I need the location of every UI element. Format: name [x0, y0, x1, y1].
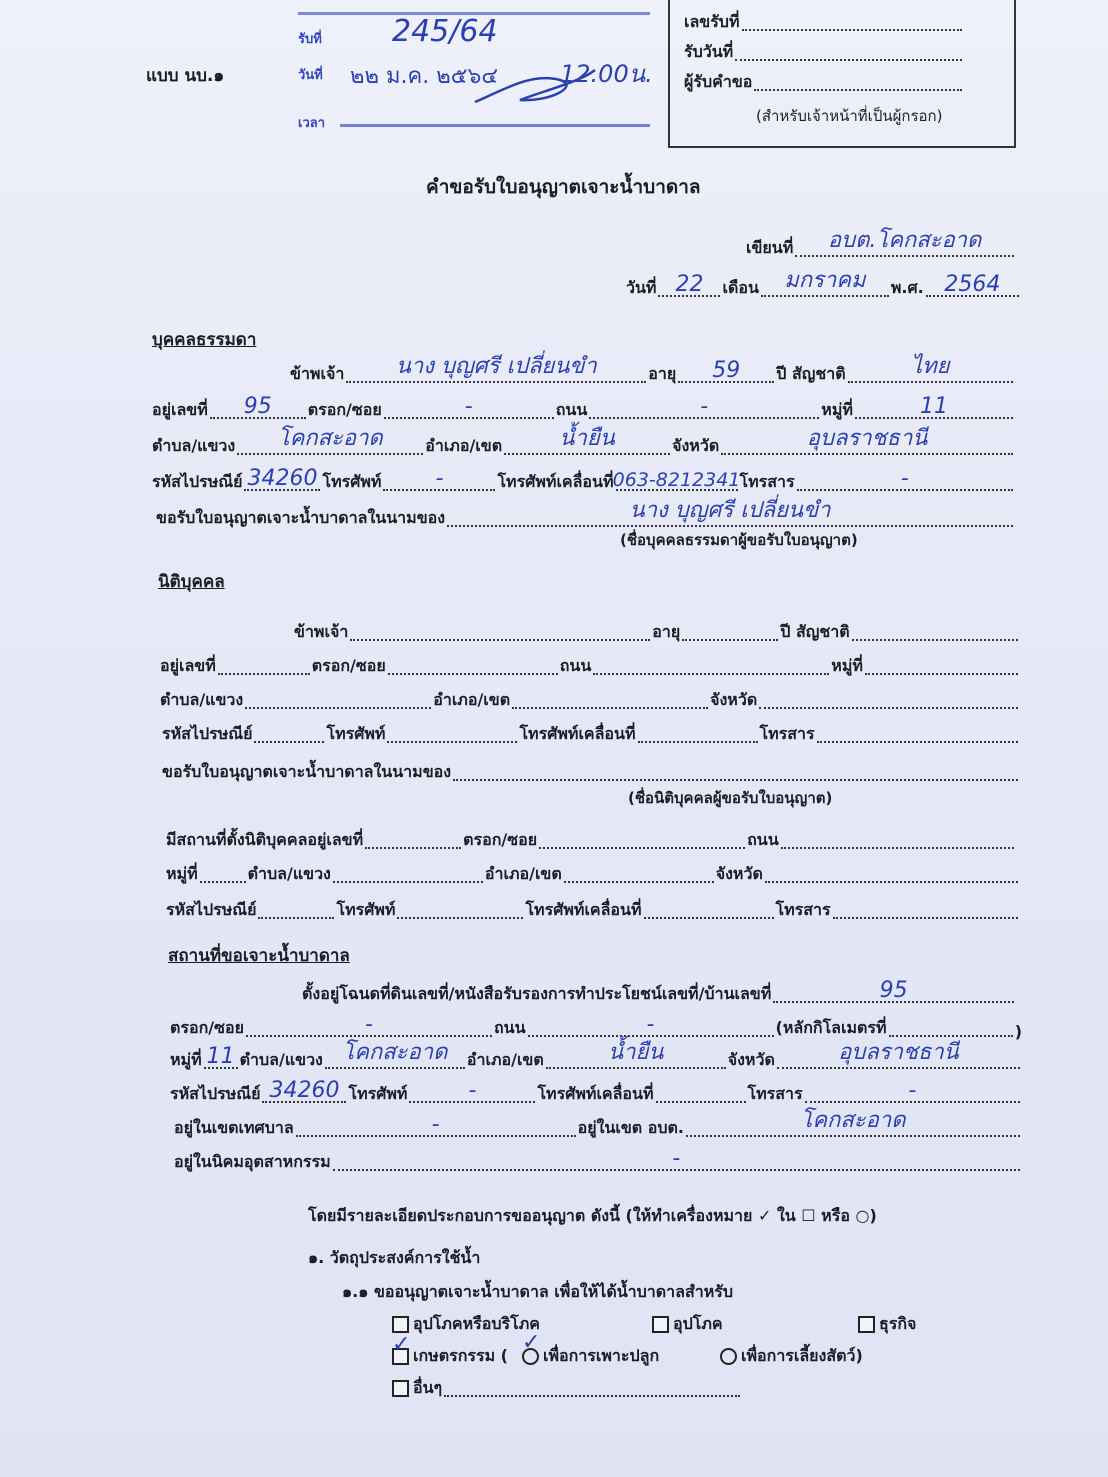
checkbox-icon[interactable] — [652, 1316, 669, 1333]
jp-alley-label: ตรอก/ซอย — [311, 656, 386, 675]
office-receipt-no-row — [684, 10, 964, 35]
ds-mobile-label: โทรศัพท์เคลื่อนที่ — [537, 1084, 654, 1103]
np-request-note: (ชื่อบุคคลธรรมดาผู้ขอรับใบอนุญาต) — [620, 531, 858, 549]
np-nationality-value[interactable]: ไทย — [911, 354, 950, 379]
jp-office-phone-label: โทรศัพท์ — [336, 900, 396, 919]
stamp-no-value: 245/64 — [392, 14, 498, 49]
ds-area-row — [170, 1040, 1022, 1073]
np-area-row — [152, 426, 1015, 459]
np-name-label: ข้าพเจ้า — [290, 364, 345, 383]
np-road-value[interactable]: - — [700, 394, 709, 419]
np-phone-value[interactable]: - — [435, 466, 444, 491]
planting-check-icon: ✓ — [522, 1330, 541, 1355]
np-mobile-value[interactable]: 063-8212341 — [612, 469, 741, 491]
ds-phone-label: โทรศัพท์ — [348, 1084, 408, 1103]
np-postcode-value[interactable]: 34260 — [247, 466, 318, 491]
jp-office-subdistrict-label: ตำบล/แขวง — [247, 864, 331, 883]
option-planting-label: เพื่อการเพาะปลูก — [543, 1346, 660, 1365]
np-request-row — [156, 498, 1015, 531]
date-year-value: 2564 — [944, 272, 1001, 297]
ds-subdistrict-value[interactable]: โคกสะอาด — [342, 1040, 448, 1065]
checkbox-icon[interactable] — [858, 1316, 875, 1333]
np-mobile-label: โทรศัพท์เคลื่อนที่ — [497, 472, 614, 491]
juristic-person-heading: นิติบุคคล — [158, 572, 225, 592]
details-item1: ๑. วัตถุประสงค์การใช้น้ำ — [308, 1248, 481, 1267]
written-at-row — [746, 228, 1016, 261]
np-road-label: ถนน — [555, 400, 588, 419]
np-province-value[interactable]: อุบลราชธานี — [806, 426, 928, 451]
ds-district-label: อำเภอ/เขต — [466, 1050, 544, 1069]
option-consumption[interactable] — [392, 1312, 540, 1337]
ds-province-value[interactable]: อุบลราชธานี — [838, 1040, 959, 1065]
date-day-value: 22 — [675, 272, 704, 297]
jp-subdistrict-label: ตำบล/แขวง — [160, 690, 244, 709]
ds-road-value[interactable]: - — [646, 1012, 655, 1037]
office-receipt-no-label: เลขรับที่ — [684, 12, 740, 31]
jp-age-label: อายุ — [652, 622, 681, 641]
written-at-label: เขียนที่ — [746, 238, 794, 257]
jp-mobile-label: โทรศัพท์เคลื่อนที่ — [519, 724, 636, 743]
office-note: (สำหรับเจ้าหน้าที่เป็นผู้กรอก) — [756, 107, 943, 125]
jp-road-label: ถนน — [559, 656, 592, 675]
jp-office-moo-label: หมู่ที่ — [166, 864, 198, 883]
np-name-value[interactable]: นาง บุญศรี เปลี่ยนขำ — [395, 354, 597, 379]
ds-fax-label: โทรสาร — [747, 1084, 803, 1103]
ds-subdistrict-label: ตำบล/แขวง — [239, 1050, 323, 1069]
form-code: แบบ นบ.๑ — [146, 66, 225, 86]
jp-office-label: มีสถานที่ตั้งนิติบุคคลอยู่เลขที่ — [166, 830, 364, 849]
jp-office-postcode-label: รหัสไปรษณีย์ — [166, 900, 257, 919]
jp-name-label: ข้าพเจ้า — [294, 622, 349, 641]
ds-industrial-value[interactable]: - — [672, 1146, 681, 1171]
option-livestock[interactable] — [720, 1344, 863, 1369]
drilling-site-heading: สถานที่ขอเจาะน้ำบาดาล — [168, 946, 350, 966]
date-month-label: เดือน — [722, 278, 759, 297]
option-livestock-label: เพื่อการเลี้ยงสัตว์) — [741, 1346, 863, 1365]
option-agriculture-label: เกษตรกรรม ( — [413, 1346, 508, 1365]
jp-office-province-label: จังหวัด — [715, 864, 763, 883]
jp-area-row — [160, 688, 1020, 713]
np-house-no-value[interactable]: 95 — [243, 394, 272, 419]
written-at-value: อบต.โคกสะอาด — [827, 228, 982, 253]
ds-km-label: (หลักกิโลเมตรที่ — [775, 1018, 887, 1037]
np-moo-value[interactable]: 11 — [919, 394, 948, 419]
option-planting[interactable] — [522, 1344, 659, 1369]
np-fax-label: โทรสาร — [739, 472, 795, 491]
np-name-row — [290, 354, 1015, 387]
ds-location-row — [302, 978, 1016, 1007]
details-item1-1: ๑.๑ ขออนุญาตเจาะน้ำบาดาล เพื่อให้ได้น้ำบาดาลสำหรับ — [342, 1282, 734, 1301]
option-other-label: อื่นๆ — [413, 1378, 443, 1397]
ds-road-label: ถนน — [493, 1018, 526, 1037]
stamp-no-label: รับที่ — [298, 32, 322, 47]
np-age-value[interactable]: 59 — [712, 358, 741, 383]
ds-zone-row — [174, 1108, 1022, 1141]
details-intro: โดยมีรายละเอียดประกอบการขออนุญาต ดังนี้ (ให้ทำเครื่องหมาย ✓ ใน ☐ หรือ ○) — [308, 1206, 877, 1225]
jp-province-label: จังหวัด — [710, 690, 758, 709]
np-nationality-label: ปี สัญชาติ — [776, 364, 846, 383]
stamp-time-label: เวลา — [298, 116, 326, 131]
ds-sao-label: อยู่ในเขต อบต. — [577, 1118, 684, 1137]
ds-postcode-label: รหัสไปรษณีย์ — [170, 1084, 261, 1103]
jp-house-no-label: อยู่เลขที่ — [160, 656, 216, 675]
office-receipt-date-label: รับวันที่ — [684, 42, 734, 61]
ds-location-label: ตั้งอยู่โฉนดที่ดินเลขที่/หนังสือรับรองการทำประโยชน์เลขที่/บ้านเลขที่ — [302, 984, 772, 1003]
checkbox-icon[interactable] — [392, 1316, 409, 1333]
jp-contact-row — [162, 722, 1020, 747]
option-utility-label: อุปโภค — [673, 1314, 723, 1333]
stamp-bottom-line — [340, 124, 650, 127]
jp-address-row — [160, 654, 1020, 679]
office-receiver-label: ผู้รับคำขอ — [684, 72, 753, 91]
jp-office-district-label: อำเภอ/เขต — [484, 864, 562, 883]
np-contact-row — [152, 466, 1015, 495]
stamp-time-value: 12.00น. — [560, 60, 653, 88]
ds-district-value[interactable]: น้ำยืน — [608, 1040, 664, 1065]
jp-district-label: อำเภอ/เขต — [433, 690, 511, 709]
ds-location-value[interactable]: 95 — [879, 978, 908, 1003]
ds-postcode-value[interactable]: 34260 — [269, 1078, 340, 1103]
np-postcode-label: รหัสไปรษณีย์ — [152, 472, 243, 491]
np-fax-value[interactable]: - — [900, 466, 909, 491]
ds-moo-label: หมู่ที่ — [170, 1050, 202, 1069]
stamp-date-label: วันที่ — [298, 68, 323, 83]
option-business[interactable] — [858, 1312, 916, 1337]
date-month-value: มกราคม — [784, 268, 866, 293]
option-business-label: ธุรกิจ — [879, 1314, 917, 1333]
option-other-row[interactable] — [392, 1376, 742, 1401]
jp-office-alley-label: ตรอก/ซอย — [463, 830, 538, 849]
ds-industrial-row — [174, 1146, 1022, 1175]
ds-province-label: จังหวัด — [727, 1050, 775, 1069]
jp-nationality-label: ปี สัญชาติ — [780, 622, 850, 641]
office-receiver-row — [684, 70, 964, 95]
office-receipt-date-row — [684, 40, 964, 65]
jp-office-fax-label: โทรสาร — [775, 900, 831, 919]
option-utility[interactable] — [652, 1312, 723, 1337]
natural-person-heading: บุคคลธรรมดา — [152, 330, 257, 350]
ds-municipality-label: อยู่ในเขตเทศบาล — [174, 1118, 294, 1137]
ds-km-close: ) — [1014, 1022, 1022, 1041]
jp-request-row — [162, 760, 1020, 785]
form-title: คำขอรับใบอนุญาตเจาะน้ำบาดาล — [426, 176, 701, 198]
jp-phone-label: โทรศัพท์ — [326, 724, 386, 743]
radio-icon[interactable] — [720, 1348, 737, 1365]
ds-municipality-value[interactable]: - — [431, 1112, 440, 1137]
jp-office-area-row — [166, 862, 1020, 887]
jp-postcode-label: รหัสไปรษณีย์ — [162, 724, 253, 743]
date-row — [626, 268, 1021, 301]
ds-alley-value[interactable]: - — [364, 1012, 373, 1037]
np-alley-label: ตรอก/ซอย — [307, 400, 382, 419]
np-alley-value[interactable]: - — [464, 394, 473, 419]
np-request-value[interactable]: นาง บุญศรี เปลี่ยนขำ — [629, 498, 831, 523]
np-district-label: อำเภอ/เขต — [425, 436, 503, 455]
np-phone-label: โทรศัพท์ — [322, 472, 382, 491]
ds-fax-value[interactable]: - — [908, 1078, 917, 1103]
date-year-label: พ.ศ. — [890, 278, 924, 297]
jp-office-contact-row — [166, 898, 1020, 923]
jp-request-note: (ชื่อนิติบุคคลผู้ขอรับใบอนุญาต) — [628, 789, 833, 807]
ds-alley-label: ตรอก/ซอย — [170, 1018, 244, 1037]
option-consumption-label: อุปโภคหรือบริโภค — [413, 1314, 540, 1333]
np-province-label: จังหวัด — [672, 436, 720, 455]
np-subdistrict-label: ตำบล/แขวง — [152, 436, 236, 455]
jp-name-row — [294, 620, 1020, 645]
ds-moo-value[interactable]: 11 — [206, 1044, 235, 1069]
ds-industrial-label: อยู่ในนิคมอุตสาหกรรม — [174, 1152, 331, 1171]
agriculture-check-icon: ✓ — [392, 1332, 411, 1357]
np-house-no-label: อยู่เลขที่ — [152, 400, 208, 419]
jp-office-road-label: ถนน — [747, 830, 779, 849]
np-moo-label: หมู่ที่ — [821, 400, 853, 419]
jp-moo-label: หมู่ที่ — [831, 656, 863, 675]
np-request-label: ขอรับใบอนุญาตเจาะน้ำบาดาลในนามของ — [156, 508, 446, 527]
date-day-label: วันที่ — [626, 278, 657, 297]
stamp-signature-icon — [470, 62, 600, 112]
stamp-date-value: ๒๒ ม.ค. ๒๕๖๔ — [350, 64, 498, 89]
checkbox-icon[interactable] — [392, 1380, 409, 1397]
stamp-top-line — [298, 0, 650, 15]
jp-office-row — [166, 828, 1016, 853]
np-district-value[interactable]: น้ำยืน — [559, 426, 615, 451]
jp-request-label: ขอรับใบอนุญาตเจาะน้ำบาดาลในนามของ — [162, 762, 452, 781]
jp-fax-label: โทรสาร — [759, 724, 815, 743]
jp-office-mobile-label: โทรศัพท์เคลื่อนที่ — [525, 900, 642, 919]
np-subdistrict-value[interactable]: โคกสะอาด — [277, 426, 383, 451]
ds-sao-value[interactable]: โคกสะอาด — [800, 1108, 906, 1133]
np-age-label: อายุ — [648, 364, 677, 383]
ds-phone-value[interactable]: - — [468, 1078, 477, 1103]
